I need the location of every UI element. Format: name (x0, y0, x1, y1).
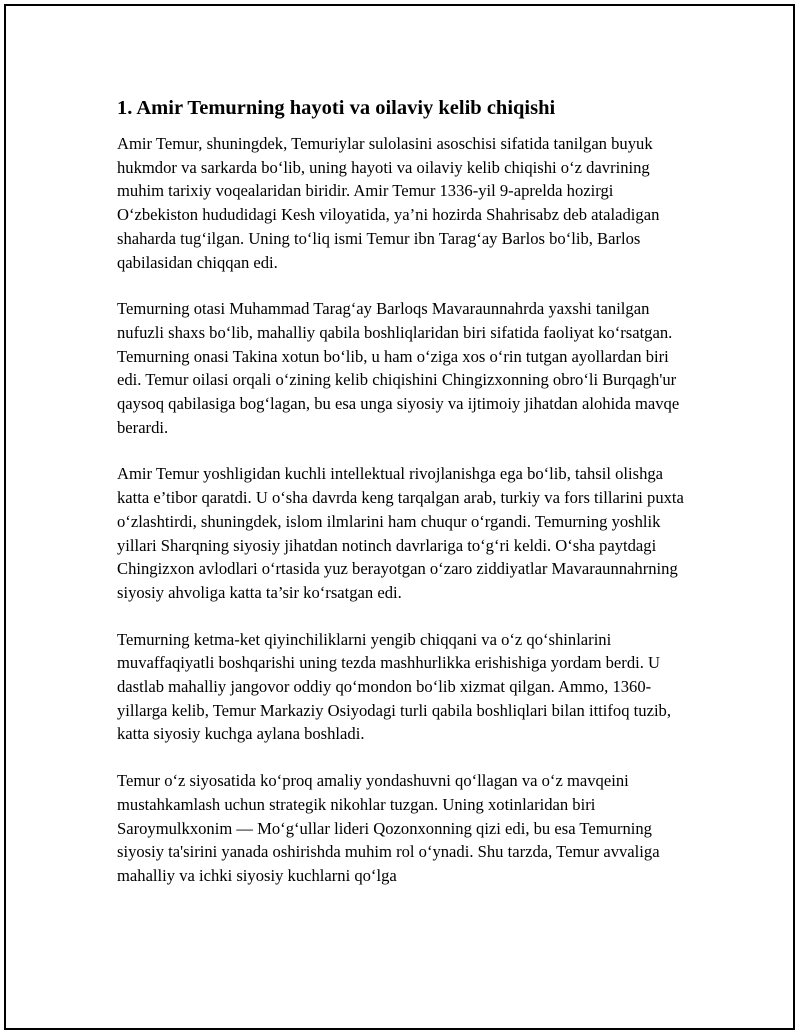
document-body (117, 94, 697, 911)
paragraph-birth: Amir Temur, shuningdek, Temuriylar sulolasini asoschisi sifatida tanilgan buyuk hukmdor va sarkarda bo‘lib, uning hayoti va oilaviy kelib chiqishi o‘z davrining muhim tarixiy voqealaridan biridir. Amir Temur 1336-yil 9-aprelda hozirgi O‘zbekiston hududidagi Kesh viloyatida, ya’ni hozirda Shahrisabz deb ataladigan shaharda tug‘ilgan. Uning to‘liq ismi Temur ibn Tarag‘ay Barlos bo‘lib, Barlos qabilasidan chiqqan edi. (117, 134, 660, 272)
paragraph-marriages: Temur o‘z siyosatida ko‘proq amaliy yondashuvni qo‘llagan va o‘z mavqeini mustahkamlash uchun strategik nikohlar tuzgan. Uning xotinlaridan biri Saroymulkxonim — Mo‘g‘ullar lideri Qozonxonning qizi edi, bu esa Temurning siyosiy ta'sirini yanada oshirishda muhim rol o‘ynadi. Shu tarzda, Temur avvaliga mahalliy va ichki siyosiy kuchlarni qo‘lga (117, 771, 660, 885)
paragraph-rise: Temurning ketma-ket qiyinchiliklarni yengib chiqqani va o‘z qo‘shinlarini muvaffaqiyatli boshqarishi uning tezda mashhurlikka erishishiga yordam berdi. U dastlab mahalliy jangovor oddiy qo‘mondon bo‘lib xizmat qilgan. Ammo, 1360-yillarga kelib, Temur Markaziy Osiyodagi turli qabila boshliqlari bilan ittifoq tuzib, katta siyosiy kuchga aylana boshladi. (117, 629, 672, 744)
section-heading: 1. Amir Temurning hayoti va oilaviy kelib chiqishi (117, 97, 556, 119)
paragraph-education: Amir Temur yoshligidan kuchli intellektual rivojlanishga ega bo‘lib, tahsil olishga katta e’tibor qaratdi. U o‘sha davrda keng tarqalgan arab, turkiy va fors tillarini puxta o‘zlashtirdi, shuningdek, islom ilmlarini ham chuqur o‘rgandi. Temurning yoshlik yillari Sharqning siyosiy jihatdan notinch davrlariga to‘g‘ri keldi. O‘sha paytdagi Chingizxon avlodlari o‘rtasida yuz berayotgan o‘zaro ziddiyatlar Mavaraunnahrning siyosiy ahvoliga katta ta’sir ko‘rsatgan edi. (117, 464, 684, 602)
paragraph-parents: Temurning otasi Muhammad Tarag‘ay Barloqs Mavaraunnahrda yaxshi tanilgan nufuzli shaxs bo‘lib, mahalliy qabila boshliqlaridan biri sifatida faoliyat ko‘rsatgan. Temurning onasi Takina xotun bo‘lib, u ham o‘ziga xos o‘rin tutgan ayollardan biri edi. Temur oilasi orqali o‘zining kelib chiqishini Chingizxonning obro‘li Burqagh'ur qaysoq qabilasiga bog‘lagan, bu esa unga siyosiy va ijtimoiy jihatdan alohida mavqe berardi. (117, 299, 680, 437)
